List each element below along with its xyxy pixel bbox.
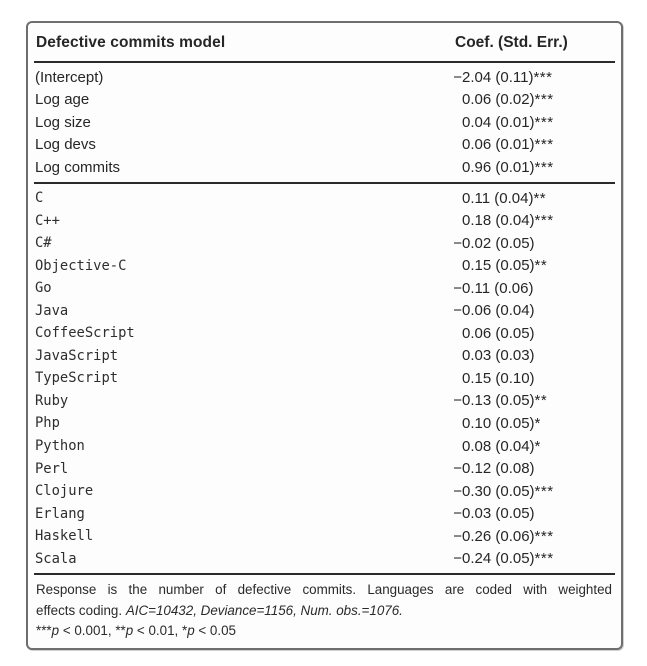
row-label: TypeScript (35, 370, 119, 387)
row-value (446, 435, 541, 458)
row-label: JavaScript (35, 347, 119, 364)
footnote-line-2-normal: effects coding. (36, 602, 126, 618)
row-label: Python (35, 438, 85, 455)
coef-value: 0.06 (0.01) (462, 136, 535, 154)
coef-sign: − (453, 302, 462, 320)
row-label: Haskell (35, 528, 94, 545)
row-value (446, 134, 554, 157)
row-value (446, 345, 535, 368)
significance-stars: *** (534, 158, 554, 176)
sig-p-symbol: p (187, 623, 195, 639)
row-label: Php (35, 415, 60, 432)
row-value (446, 412, 541, 435)
coef-value: 0.24 (0.05) (462, 550, 535, 568)
row-value (446, 457, 535, 480)
coef-value: 2.04 (0.11) (462, 68, 534, 86)
coef-value: 0.96 (0.01) (462, 158, 535, 176)
table-row (28, 480, 621, 503)
significance-stars: *** (534, 482, 554, 500)
languages-section (28, 184, 621, 573)
row-label: Log age (35, 91, 90, 109)
table-row (28, 277, 621, 300)
row-label: Log size (35, 113, 91, 131)
row-value (446, 480, 554, 503)
significance-stars: *** (534, 527, 554, 545)
table-row (28, 209, 621, 232)
coef-value: 0.30 (0.05) (462, 482, 535, 500)
sig-stars: * (181, 623, 188, 639)
significance-stars: ** (534, 257, 548, 275)
footnote-line-2 (36, 601, 612, 622)
table-row (28, 134, 621, 157)
row-value (446, 277, 533, 300)
sig-threshold: < 0.01, (133, 623, 182, 639)
table-header-row (28, 23, 621, 61)
significance-stars: ** (534, 392, 548, 410)
table-title: Defective commits model (36, 34, 226, 51)
sig-p-symbol: p (125, 623, 134, 639)
sig-threshold: < 0.001, (59, 623, 116, 639)
row-value (446, 66, 552, 89)
table-row (28, 66, 621, 89)
coef-value: 0.10 (0.05) (462, 414, 535, 432)
row-label: Ruby (35, 392, 69, 409)
significance-stars: *** (534, 550, 554, 568)
table-row (28, 111, 621, 134)
row-value (446, 187, 546, 210)
table-row (28, 457, 621, 480)
row-label: C# (35, 235, 52, 252)
row-label: Log devs (35, 136, 96, 154)
coef-sign: − (453, 279, 462, 297)
row-label: Log commits (35, 158, 121, 176)
row-label: Objective-C (35, 257, 127, 274)
significance-stars: * (534, 437, 541, 455)
row-value (446, 111, 554, 134)
row-value (446, 232, 535, 255)
table-row (28, 390, 621, 413)
row-label: Scala (35, 550, 77, 567)
table-row (28, 345, 621, 368)
sig-threshold: < 0.05 (194, 623, 236, 639)
significance-stars: * (534, 414, 541, 432)
table-row (28, 367, 621, 390)
row-value (446, 89, 554, 112)
table-row (28, 502, 621, 525)
sig-stars: ** (115, 623, 126, 639)
table-footnote (28, 575, 621, 642)
row-label: Clojure (35, 483, 94, 500)
coef-value: 0.03 (0.03) (462, 347, 535, 365)
coef-value: 0.15 (0.05) (462, 257, 535, 275)
coef-value: 0.26 (0.06) (462, 527, 535, 545)
significance-stars: *** (534, 91, 554, 109)
coef-value: 0.06 (0.02) (462, 91, 535, 109)
table-row (28, 254, 621, 277)
coef-value: 0.18 (0.04) (462, 212, 535, 230)
table-row (28, 232, 621, 255)
table-row (28, 187, 621, 210)
coef-value: 0.06 (0.05) (462, 324, 535, 342)
coef-sign: − (453, 482, 462, 500)
regression-table (26, 21, 623, 650)
row-value (446, 209, 554, 232)
significance-stars: *** (534, 113, 554, 131)
coef-sign: − (453, 527, 462, 545)
footnote-line-2-stats: AIC=10432, Deviance=1156, Num. obs.=1076. (125, 602, 403, 618)
row-label: (Intercept) (35, 68, 104, 86)
row-value (446, 156, 554, 179)
coef-value: 0.12 (0.08) (462, 460, 535, 478)
coef-sign: − (453, 234, 462, 252)
table-row (28, 322, 621, 345)
row-label: C++ (35, 212, 60, 229)
significance-legend (36, 621, 612, 642)
coef-column-header: Coef. (Std. Err.) (455, 34, 568, 51)
coef-value: 0.02 (0.05) (462, 234, 535, 252)
row-value (446, 367, 535, 390)
row-label: Erlang (35, 505, 85, 522)
significance-stars: ** (533, 189, 547, 207)
coef-sign: − (453, 460, 462, 478)
coef-value: 0.11 (0.06) (462, 279, 534, 297)
row-label: C (35, 190, 44, 206)
row-label: Perl (35, 460, 69, 477)
row-value (446, 547, 554, 570)
sig-stars: *** (36, 623, 52, 639)
table-row (28, 299, 621, 322)
sig-p-symbol: p (51, 623, 60, 639)
table-row (28, 435, 621, 458)
controls-section (28, 63, 621, 182)
row-label: Go (35, 280, 52, 297)
coef-value: 0.06 (0.04) (462, 302, 535, 320)
row-value (446, 502, 535, 525)
table-row (28, 412, 621, 435)
table-row (28, 547, 621, 570)
coef-sign: − (453, 550, 462, 568)
coef-value: 0.04 (0.01) (462, 113, 535, 131)
table-row (28, 156, 621, 179)
row-value (446, 390, 547, 413)
coef-value: 0.13 (0.05) (462, 392, 535, 410)
coef-value: 0.03 (0.05) (462, 505, 535, 523)
footnote-line-1: Response is the number of defective commits. Languages are coded with weighted (36, 582, 612, 598)
significance-stars: *** (534, 212, 554, 230)
significance-stars: *** (534, 136, 554, 154)
table-row (28, 525, 621, 548)
row-value (446, 299, 535, 322)
coef-value: 0.08 (0.04) (462, 437, 535, 455)
row-label: Java (35, 302, 69, 319)
table-row (28, 89, 621, 112)
coef-sign: − (453, 505, 462, 523)
coef-sign: − (453, 392, 462, 410)
coef-value: 0.15 (0.10) (462, 369, 535, 387)
significance-stars: *** (533, 68, 553, 86)
row-value (446, 254, 547, 277)
row-value (446, 322, 535, 345)
row-label: CoffeeScript (35, 325, 135, 342)
row-value (446, 525, 554, 548)
coef-value: 0.11 (0.04) (462, 189, 534, 207)
coef-sign: − (453, 68, 462, 86)
